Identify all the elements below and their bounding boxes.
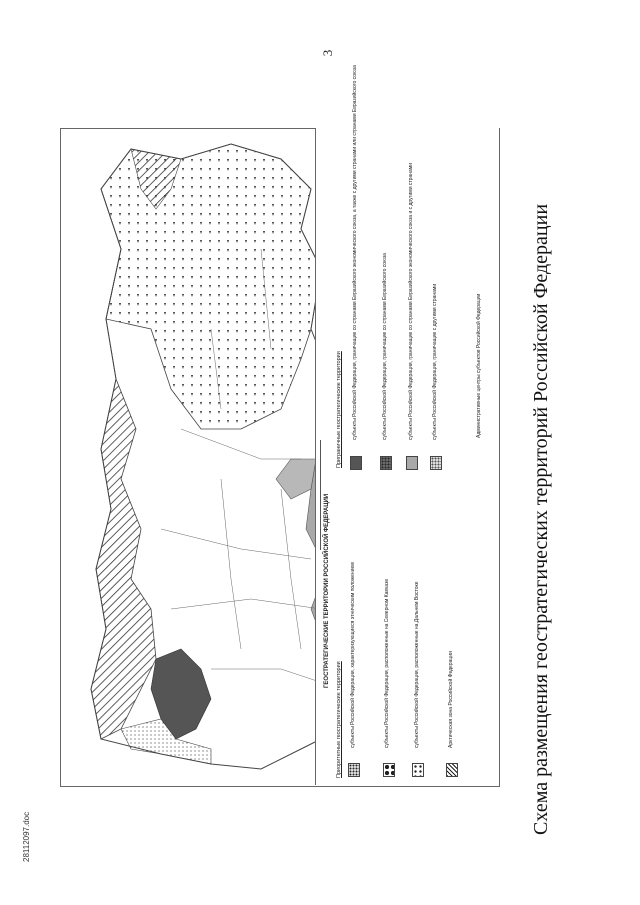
page-number: 3 bbox=[320, 49, 335, 57]
legend-swatch-border-4 bbox=[430, 456, 442, 470]
separator-line bbox=[320, 440, 321, 550]
legend-item-ethnic: субъекты Российской Федерации, характеризующиеся этническим положением bbox=[350, 562, 356, 748]
legend-admin-centers: Административные центры субъектов Российской Федерации bbox=[476, 293, 482, 438]
legend-item-border-2: субъекты Российской Федерации, граничащие со странами Евразийского союза bbox=[382, 253, 388, 440]
legend-swatch-border-2 bbox=[380, 456, 392, 470]
legend-item-border-1: субъекты Российской Федерации, граничащие со странами Евразийского экономического союза, а также с другими странами или странами Евразийского союза bbox=[352, 65, 358, 440]
map-caption: Схема размещения геостратегических территорий Российской Федерации bbox=[530, 203, 552, 835]
legend-swatch-far-east bbox=[412, 763, 424, 777]
legend-priority-header: Приоритетные геостратегические территории bbox=[336, 661, 342, 778]
file-reference: 28112097.doc bbox=[22, 811, 31, 862]
legend-item-far-east: субъекты Российской Федерации, расположенные на Дальнем Востоке bbox=[414, 581, 420, 748]
legend-item-border-3: субъекты Российской Федерации, граничащие со странами Евразийского экономического союза и с другими странами bbox=[408, 162, 414, 440]
legend-swatch-ethnic bbox=[348, 763, 360, 777]
legend-swatch-caucasus bbox=[383, 763, 395, 777]
legend-swatch-border-3 bbox=[406, 456, 418, 470]
legend-item-border-4: субъекты Российской Федерации, граничащие с другими странами bbox=[432, 283, 438, 440]
legend-swatch-border-1 bbox=[350, 456, 362, 470]
legend-item-caucasus: субъекты Российской Федерации, расположенные на Северном Кавказе bbox=[384, 578, 390, 748]
legend-border-header: Приграничные геостратегические территории bbox=[336, 351, 342, 468]
legend-title: ГЕОСТРАТЕГИЧЕСКИЕ ТЕРРИТОРИИ РОССИЙСКОЙ ФЕДЕРАЦИИ bbox=[324, 493, 330, 688]
legend-box bbox=[315, 65, 499, 785]
legend-item-arctic: Арктическая зона Российской Федерации bbox=[448, 651, 454, 748]
legend-swatch-arctic bbox=[446, 763, 458, 777]
